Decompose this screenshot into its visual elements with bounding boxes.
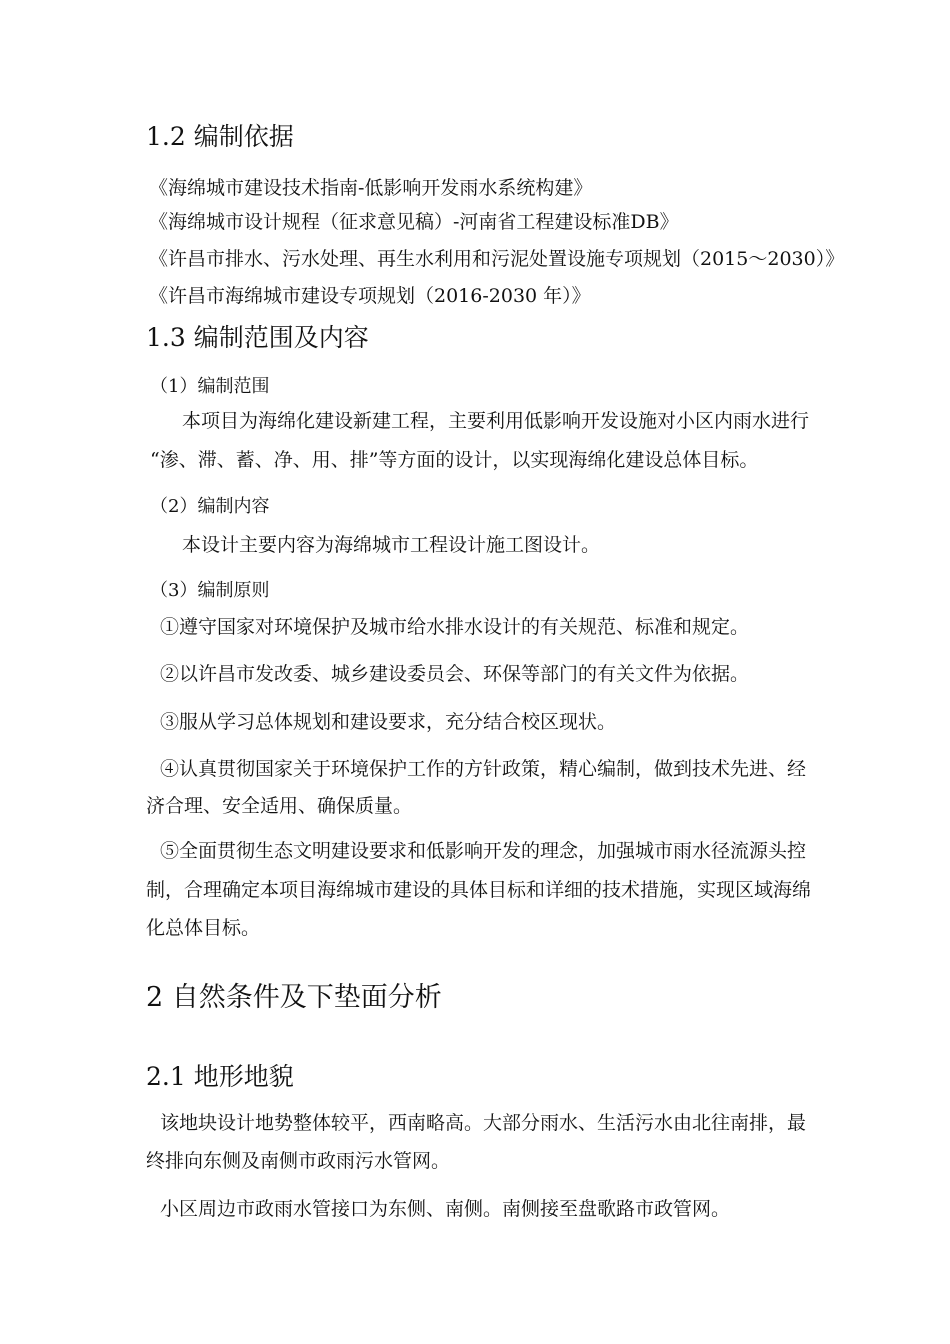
paragraph-line: 终排向东侧及南侧市政雨污水管网。 [146,1150,451,1172]
reference-item: 《海绵城市建设技术指南-低影响开发雨水系统构建》 [149,177,593,199]
paragraph-line: 本设计主要内容为海绵城市工程设计施工图设计。 [182,534,601,556]
paragraph-line: 小区周边市政雨水管接口为东侧、南侧。南侧接至盘歌路市政管网。 [160,1198,731,1220]
paragraph-line: 该地块设计地势整体较平，西南略高。大部分雨水、生活污水由北往南排，最 [160,1112,807,1134]
principle-item: ③服从学习总体规划和建设要求，充分结合校区现状。 [160,711,617,733]
chapter-heading-2: 2 自然条件及下垫面分析 [146,982,442,1013]
principle-item: ①遵守国家对环境保护及城市给水排水设计的有关规范、标准和规定。 [160,616,750,638]
reference-item: 《海绵城市设计规程（征求意见稿）-河南省工程建设标准DB》 [149,211,679,233]
principle-item-continued: 济合理、安全适用、确保质量。 [146,795,413,817]
scope-subheading: （1）编制范围 [150,376,270,397]
section-heading-2-1: 2.1 地形地貌 [146,1062,294,1091]
principle-item: ④认真贯彻国家关于环境保护工作的方针政策，精心编制，做到技术先进、经 [160,758,807,780]
reference-item: 《许昌市海绵城市建设专项规划（2016-2030 年）》 [149,285,591,307]
section-heading-1-2: 1.2 编制依据 [146,122,294,151]
paragraph-line: “渗、滞、蓄、净、用、排”等方面的设计，以实现海绵化建设总体目标。 [150,449,759,471]
content-subheading: （2）编制内容 [150,496,270,517]
principle-subheading: （3）编制原则 [150,580,270,601]
principle-item: ②以许昌市发改委、城乡建设委员会、环保等部门的有关文件为依据。 [160,663,750,685]
principle-item-continued: 化总体目标。 [146,917,261,939]
section-heading-1-3: 1.3 编制范围及内容 [146,323,369,352]
principle-item-continued: 制，合理确定本项目海绵城市建设的具体目标和详细的技术措施，实现区域海绵 [146,879,812,901]
reference-item: 《许昌市排水、污水处理、再生水利用和污泥处置设施专项规划（2015～2030）》 [149,248,845,270]
paragraph-line: 本项目为海绵化建设新建工程，主要利用低影响开发设施对小区内雨水进行 [182,410,810,432]
principle-item: ⑤全面贯彻生态文明建设要求和低影响开发的理念，加强城市雨水径流源头控 [160,840,807,862]
